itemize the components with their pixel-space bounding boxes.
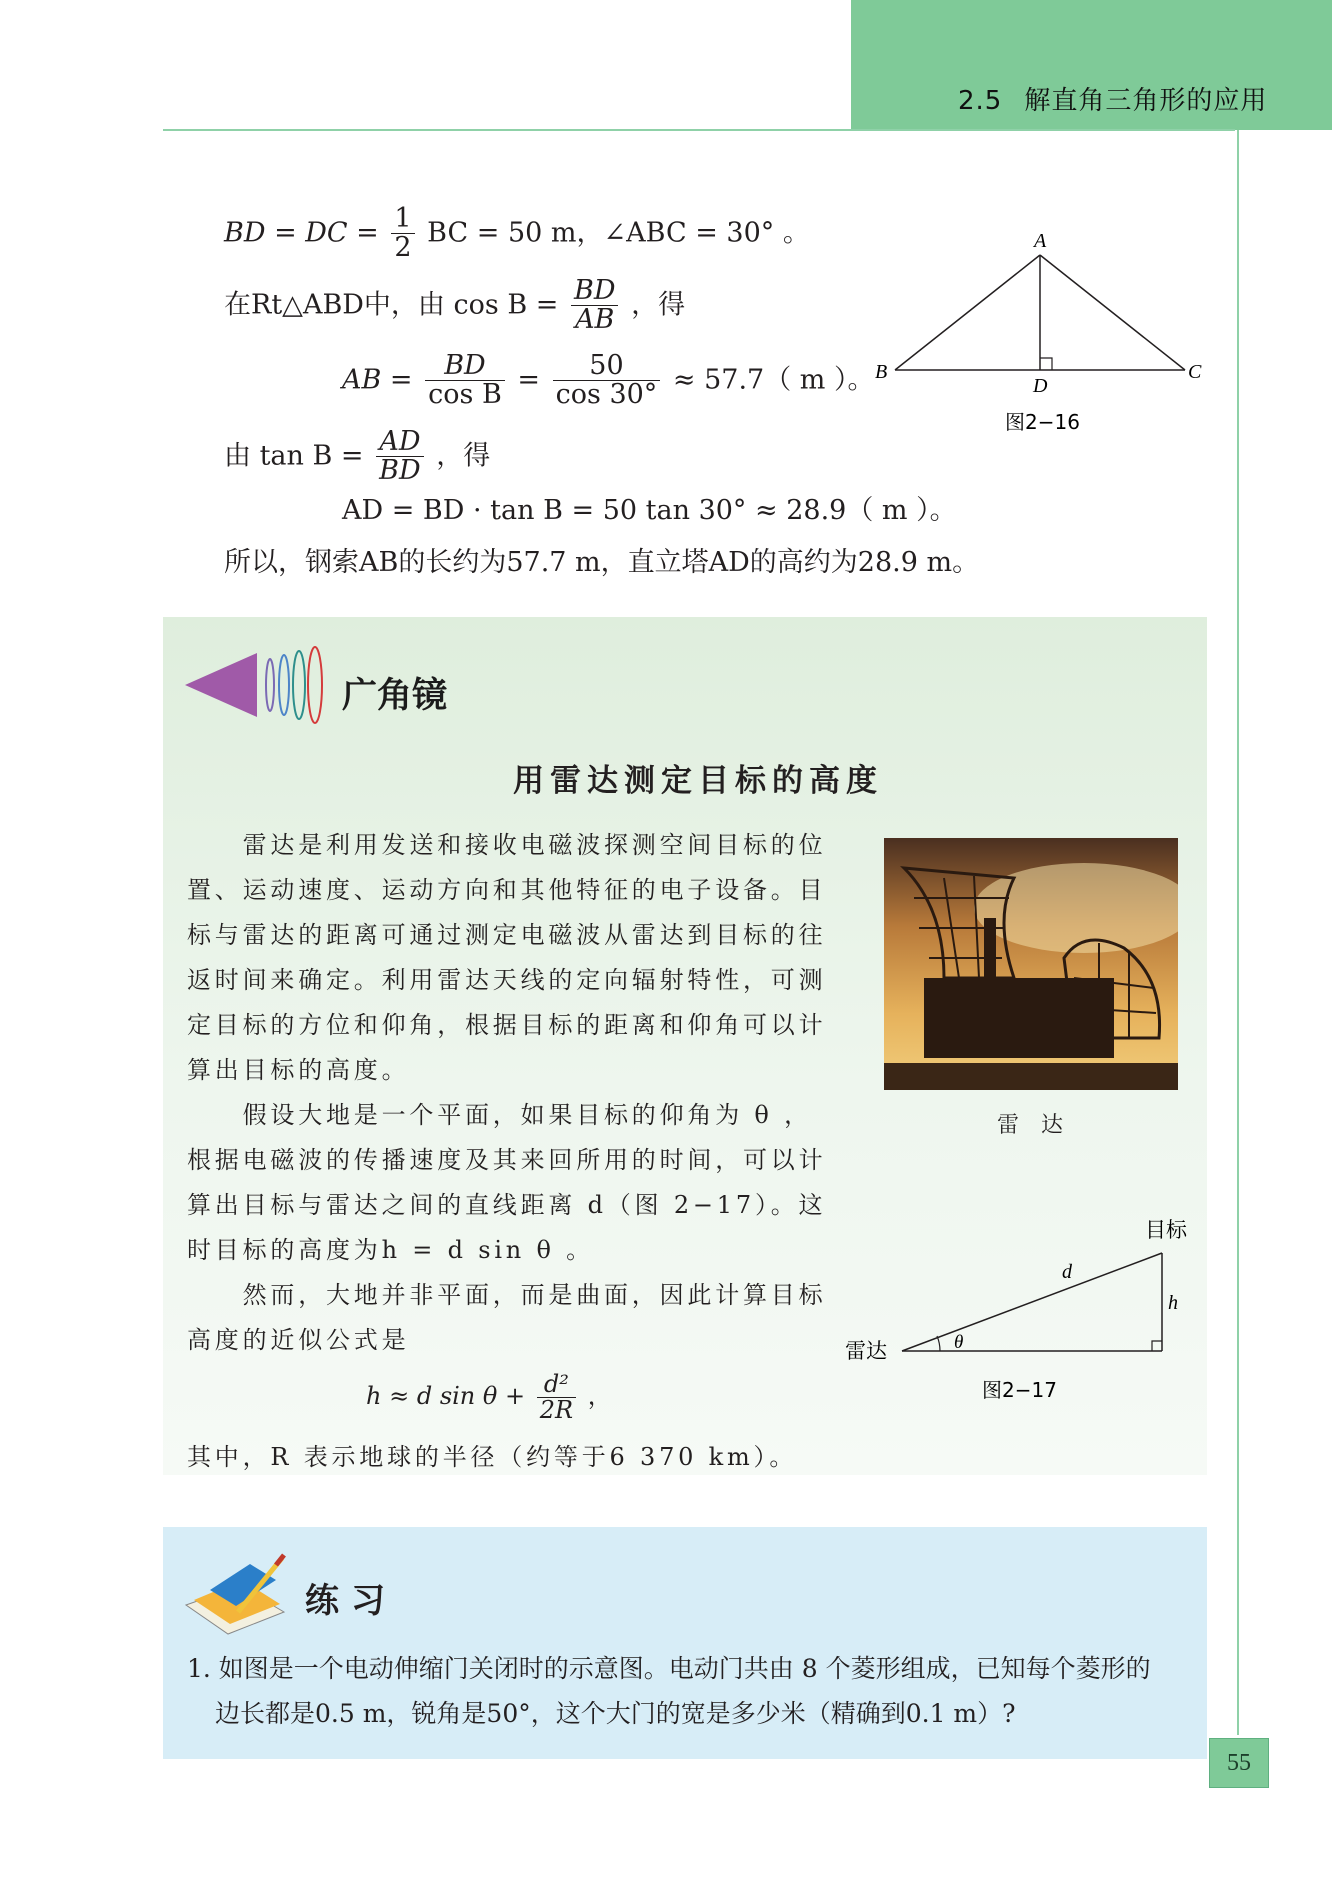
eq-text: ，得 [631, 289, 686, 321]
article-title: 用雷达测定目标的高度 [513, 763, 883, 799]
frac-den: AB [575, 304, 615, 336]
eq-text: BD = DC = [224, 217, 379, 249]
approx-formula [366, 1372, 612, 1423]
fraction-bd-cosb [425, 352, 505, 410]
paragraph-text: 其中，R 表示地球的半径（约等于6 370 km）。 [187, 1443, 798, 1471]
header-rule [163, 129, 1235, 131]
formula-text: h ≈ d sin θ + [366, 1382, 526, 1411]
label-theta: θ [954, 1332, 964, 1353]
distance-line [902, 1253, 1162, 1351]
radar-body [924, 978, 1114, 1058]
article-paragraph-3 [187, 1273, 827, 1363]
paragraph-text: 然而，大地并非平面，而是曲面，因此计算目标高度的近似公式是 [187, 1281, 827, 1354]
label-a: A [1034, 230, 1047, 252]
frac-den: cos 30° [555, 379, 658, 411]
figure-caption: 图2−16 [1005, 410, 1080, 434]
label-c: C [1188, 361, 1202, 383]
mast [984, 918, 996, 978]
section-number: 2.5 [958, 86, 1003, 116]
wave-ring [308, 647, 322, 723]
solution-line-5: AD = BD · tan B = 50 tan 30° ≈ 28.9（ m ）。 [342, 495, 957, 526]
frac-num: BD [425, 352, 505, 381]
frac-den: cos B [428, 379, 502, 411]
wide-angle-icon [183, 645, 333, 727]
frac-den: BD [379, 455, 421, 487]
solution-line-3 [342, 352, 874, 410]
eq-text: ≈ 57.7（ m ）。 [672, 364, 875, 396]
frac-num: AD [376, 428, 424, 457]
frac-num: BD [571, 277, 619, 306]
eq-text: 在Rt△ABD中，由 cos B = [224, 289, 559, 321]
figure-2-16 [870, 225, 1210, 435]
eq-text: = [517, 364, 541, 396]
solution-line-1 [224, 205, 810, 263]
margin-rule [1237, 130, 1239, 1735]
exercise-title: 练习 [305, 1581, 397, 1621]
formula-text: ， [587, 1382, 612, 1411]
fraction-50-cos30 [553, 352, 661, 410]
eq-text: AB = [342, 364, 413, 396]
label-d: d [1062, 1261, 1072, 1283]
frac-num: 1 [391, 205, 414, 234]
exercise-line: 边长都是0.5 m，锐角是50°，这个大门的宽是多少米（精确到0.1 m）? [215, 1699, 1016, 1728]
frac-den: 2 [394, 232, 412, 264]
triangle-shape [185, 653, 257, 717]
pencil-tip [276, 1555, 284, 1565]
section-title: 解直角三角形的应用 [1024, 86, 1268, 116]
wave-ring [293, 651, 305, 719]
eq-text: ，得 [436, 440, 491, 472]
paragraph-text: 假设大地是一个平面，如果目标的仰角为 θ ，根据电磁波的传播速度及其来回所用的时间，可以计算出目标与雷达之间的直线距离 d（图 2−17）。这时目标的高度为h = d sin θ 。 [187, 1101, 827, 1264]
radar-photo [884, 838, 1178, 1090]
wide-angle-title: 广角镜 [342, 676, 448, 716]
label-target: 目标 [1145, 1218, 1187, 1242]
ground [884, 1063, 1178, 1090]
label-h: h [1168, 1292, 1178, 1314]
article-paragraph-2 [187, 1093, 827, 1273]
label-radar: 雷达 [845, 1339, 887, 1363]
figure-2-17 [840, 1215, 1220, 1415]
eq-text: 由 tan B = [224, 440, 364, 472]
solution-line-2 [224, 277, 685, 335]
frac-den: 2R [539, 1396, 574, 1425]
exercise-icon [180, 1550, 290, 1636]
solution-conclusion: 所以，钢索AB的长约为57.7 m，直立塔AD的高约为28.9 m。 [224, 547, 980, 578]
right-angle-mark [1040, 358, 1052, 370]
figure-caption: 图2−17 [982, 1378, 1057, 1402]
frac-num: 50 [553, 352, 661, 381]
photo-caption: 雷 达 [997, 1113, 1064, 1138]
segment-ab [895, 255, 1040, 370]
fraction-bd-ab [571, 277, 619, 335]
fraction-half [391, 205, 414, 263]
formula-fraction [537, 1372, 576, 1423]
label-b: B [875, 361, 888, 383]
right-angle-mark [1152, 1341, 1162, 1351]
paragraph-text: 雷达是利用发送和接收电磁波探测空间目标的位置、运动速度、运动方向和其他特征的电子设备。目标与雷达的距离可通过测定电磁波从雷达到目标的往返时间来确定。利用雷达天线的定向辐射特性，可测定目标的方位和仰角，根据目标的距离和仰角可以计算出目标的高度。 [187, 831, 827, 1084]
exercise-item-1 [187, 1646, 1197, 1736]
section-header [958, 80, 1267, 117]
wave-ring [266, 659, 274, 711]
frac-num: d² [537, 1372, 576, 1398]
article-paragraph-1 [187, 823, 827, 1093]
segment-ac [1040, 255, 1185, 370]
label-d: D [1033, 375, 1048, 397]
exercise-line: 1. 如图是一个电动伸缩门关闭时的示意图。电动门共由 8 个菱形组成，已知每个菱形的 [187, 1654, 1151, 1683]
eq-text: BC = 50 m，∠ABC = 30° 。 [427, 217, 810, 249]
solution-line-4 [224, 428, 490, 486]
article-paragraph-4 [187, 1435, 827, 1480]
page-number: 55 [1209, 1738, 1269, 1788]
angle-arc [937, 1336, 940, 1351]
wave-ring [279, 655, 289, 715]
fraction-ad-bd [376, 428, 424, 486]
